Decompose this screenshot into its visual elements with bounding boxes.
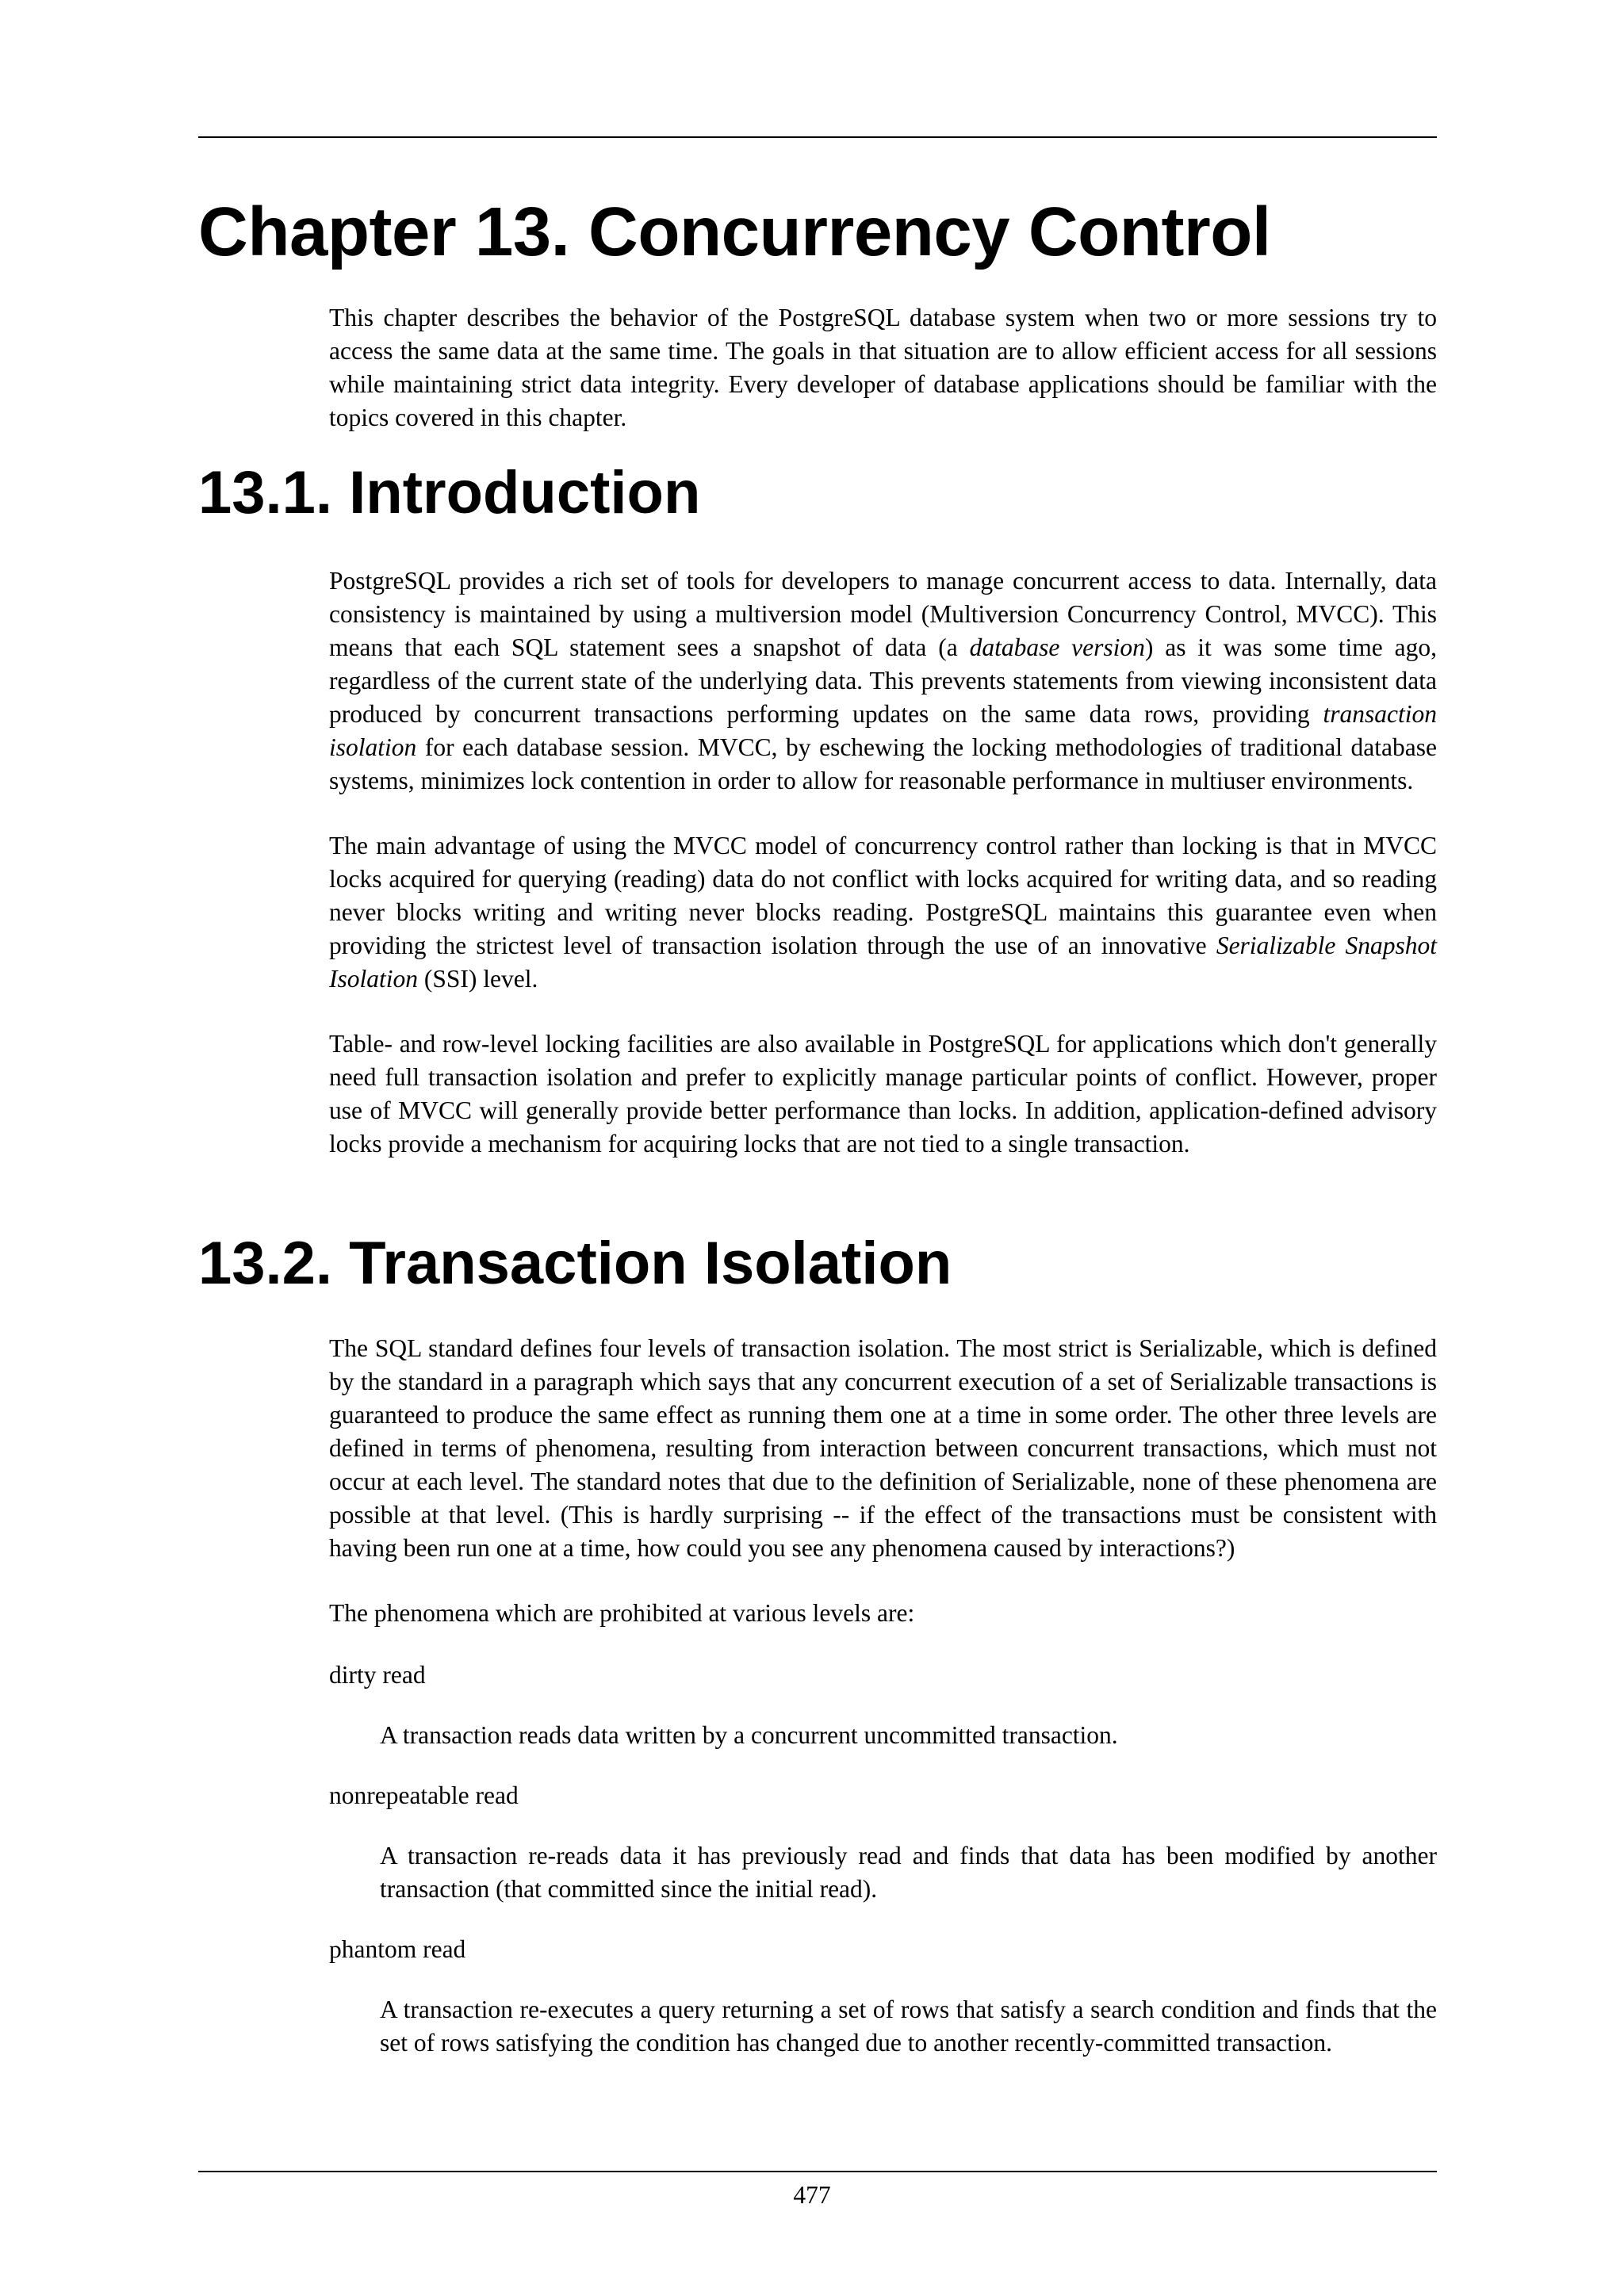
phenomenon-definition: A transaction re-reads data it has previously read and finds that data has been modified by another transaction (that committed since the initial read).: [380, 1842, 1437, 1903]
intro-p1-emphasis-transaction-isolation: transaction isolation: [329, 700, 1437, 761]
intro-p2-emphasis-ssi: Serializable Snapshot Isolation: [329, 932, 1437, 993]
chapter-intro: [329, 301, 1437, 434]
chapter-intro-paragraph: This chapter describes the behavior of the PostgreSQL database system when two or more sessions try to access the same data at the same time. The goals in that situation are to allow efficient access for all sessions while maintaining strict data integrity. Every developer of database applications should be familiar with the topics covered in this chapter.: [329, 304, 1437, 431]
intro-p2-text-b: (SSI) level.: [418, 965, 538, 993]
phenomenon-definition: A transaction re-executes a query returning a set of rows that satisfy a search condition and finds that the set of rows satisfying the condition has changed due to another recently-committed transaction.: [380, 1996, 1437, 2057]
section-transaction-isolation-body: [329, 1332, 1437, 2060]
section-title-introduction: 13.1. Introduction: [198, 459, 701, 526]
isolation-paragraph-1: The SQL standard defines four levels of transaction isolation. The most strict is Serializable, which is defined by the standard in a paragraph which says that any concurrent execution of a set of Serializable transactions is guaranteed to produce the same effect as running them one at a time in some order. The other three levels are defined in terms of phenomena, resulting from interaction between concurrent transactions, which must not occur at each level. The standard notes that due to the definition of Serializable, none of these phenomena are possible at that level. (This is hardly surprising -- if the effect of the transactions must be consistent with having been run one at a time, how could you see any phenomena caused by interactions?): [329, 1334, 1437, 1562]
section-introduction-body: [329, 564, 1437, 1161]
isolation-paragraph-2: The phenomena which are prohibited at various levels are:: [329, 1599, 915, 1627]
intro-p1-emphasis-database-version: database version: [969, 633, 1145, 661]
section-title-transaction-isolation: 13.2. Transaction Isolation: [198, 1230, 952, 1297]
intro-p1-text-a: PostgreSQL provides a rich set of tools for developers to manage concurrent access to data. Internally, data consistency is maintained by using a multiversion model (Multiversion Concurrency Control, MVCC). This means that each SQL statement sees a snapshot of data (a: [329, 567, 1437, 661]
phenomenon-term: dirty read: [329, 1661, 426, 1689]
intro-paragraph-3: Table- and row-level locking facilities are also available in PostgreSQL for applications which don't generally need full transaction isolation and prefer to explicitly manage particular points of conflict. However, proper use of MVCC will generally provide better performance than locks. In addition, application-defined advisory locks provide a mechanism for acquiring locks that are not tied to a single transaction.: [329, 1030, 1437, 1158]
phenomenon-definition: A transaction reads data written by a concurrent uncommitted transaction.: [380, 1721, 1118, 1749]
phenomena-list: [329, 1659, 1437, 2060]
intro-p1-text-c: for each database session. MVCC, by eschewing the locking methodologies of traditional database systems, minimizes lock contention in order to allow for reasonable performance in multiuser environments.: [329, 733, 1437, 794]
phenomenon-term: nonrepeatable read: [329, 1781, 519, 1809]
chapter-title: Chapter 13. Concurrency Control: [198, 193, 1271, 270]
intro-p1-text-b: ) as it was some time ago, regardless of the current state of the underlying data. This prevents statements from viewing inconsistent data produced by concurrent transactions performing updates on the same data rows, providing: [329, 633, 1437, 728]
phenomenon-term: phantom read: [329, 1935, 466, 1963]
header-rule: [198, 136, 1437, 138]
intro-paragraph-1: [329, 564, 1437, 798]
footer-rule: [198, 2171, 1437, 2172]
intro-paragraph-2: [329, 829, 1437, 996]
intro-p2-text-a: The main advantage of using the MVCC model of concurrency control rather than locking is that in MVCC locks acquired for querying (reading) data do not conflict with locks acquired for writing data, and so reading never blocks writing and writing never blocks reading. PostgreSQL maintains this guarantee even when providing the strictest level of transaction isolation through the use of an innovative: [329, 832, 1437, 959]
page-number: 477: [793, 2181, 831, 2209]
